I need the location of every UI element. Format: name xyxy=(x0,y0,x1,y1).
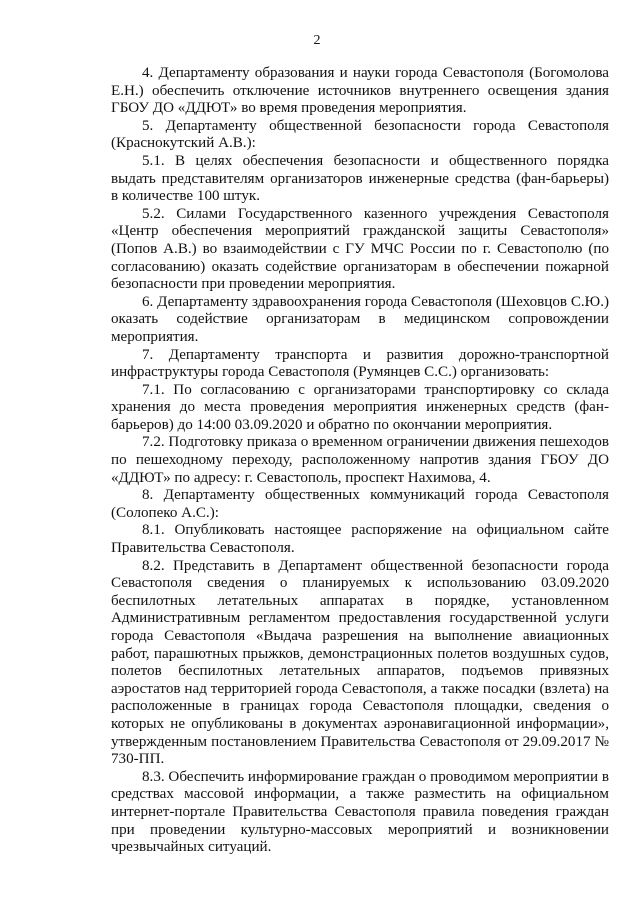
paragraph-8: 8. Департаменту общественных коммуникаций города Севастополя (Солопеко А.С.): xyxy=(111,487,609,521)
paragraph-6: 6. Департаменту здравоохранения города Севастополя (Шеховцов С.Ю.) оказать содействие организаторам в медицинском сопровождении мероприятия. xyxy=(111,293,609,345)
paragraph-7: 7. Департаменту транспорта и развития дорожно-транспортной инфраструктуры города Севастополя (Румянцев С.С.) организовать: xyxy=(111,346,609,381)
paragraph-8-3: 8.3. Обеспечить информирование граждан о проводимом мероприятии в средствах массовой информации, а также разместить на официальном интернет-портале Правительства Севастополя правила поведения граждан при проведении культурно-массовых мероприятий и возникновении чрезвычайных ситуаций. xyxy=(111,768,609,856)
paragraph-4: 4. Департаменту образования и науки города Севастополя (Богомолова Е.Н.) обеспечить отключение источников внутреннего освещения здания ГБОУ ДО «ДДЮТ» во время проведения мероприятия. xyxy=(111,65,609,117)
paragraph-8-1: 8.1. Опубликовать настоящее распоряжение на официальном сайте Правительства Севастополя. xyxy=(111,522,609,557)
paragraph-7-2: 7.2. Подготовку приказа о временном ограничении движения пешеходов по пешеходному переходу, расположенному напротив здания ГБОУ ДО «ДДЮТ» по адресу: г. Севастополь, проспект Нахимова, 4. xyxy=(111,434,609,486)
paragraph-8-2: 8.2. Представить в Департамент общественной безопасности города Севастополя сведения о планируемых к использованию 03.09.2020 беспилотных летательных аппаратах в порядке, установленном Административным регламентом предоставления государственной услуги города Севастополя «Выдача разрешения на выполнение авиационных работ, парашютных прыжков, демонстрационных полетов воздушных судов, полетов беспилотных летательных аппаратов, подъемов привязных аэростатов над территорией города Севастополя, а также посадки (взлета) на расположенные в границах города Севастополя площадки, сведения о которых не опубликованы в документах аэронавигационной информации», утвержденным постановлением Правительства Севастополя от 29.09.2017 № 730-ПП. xyxy=(111,557,609,768)
document-body xyxy=(111,65,609,857)
paragraph-5-1: 5.1. В целях обеспечения безопасности и общественного порядка выдать представителям организаторов инженерные средства (фан-барьеры) в количестве 100 штук. xyxy=(111,152,609,205)
paragraph-5: 5. Департаменту общественной безопасности города Севастополя (Краснокутский А.В.): xyxy=(111,117,609,152)
paragraph-7-1: 7.1. По согласованию с организаторами транспортировку со склада хранения до места проведения мероприятия инженерных средств (фан-барьеров) до 14:00 03.09.2020 и обратно по окончании мероприятия. xyxy=(111,381,609,433)
paragraph-5-2: 5.2. Силами Государственного казенного учреждения Севастополя «Центр обеспечения мероприятий гражданской защиты Севастополя» (Попов А.В.) во взаимодействии с ГУ МЧС России по г. Севастополю (по согласованию) оказать содействие организаторам в обеспечении пожарной безопасности при проведении мероприятия. xyxy=(111,205,609,293)
page-number: 2 xyxy=(313,33,321,48)
